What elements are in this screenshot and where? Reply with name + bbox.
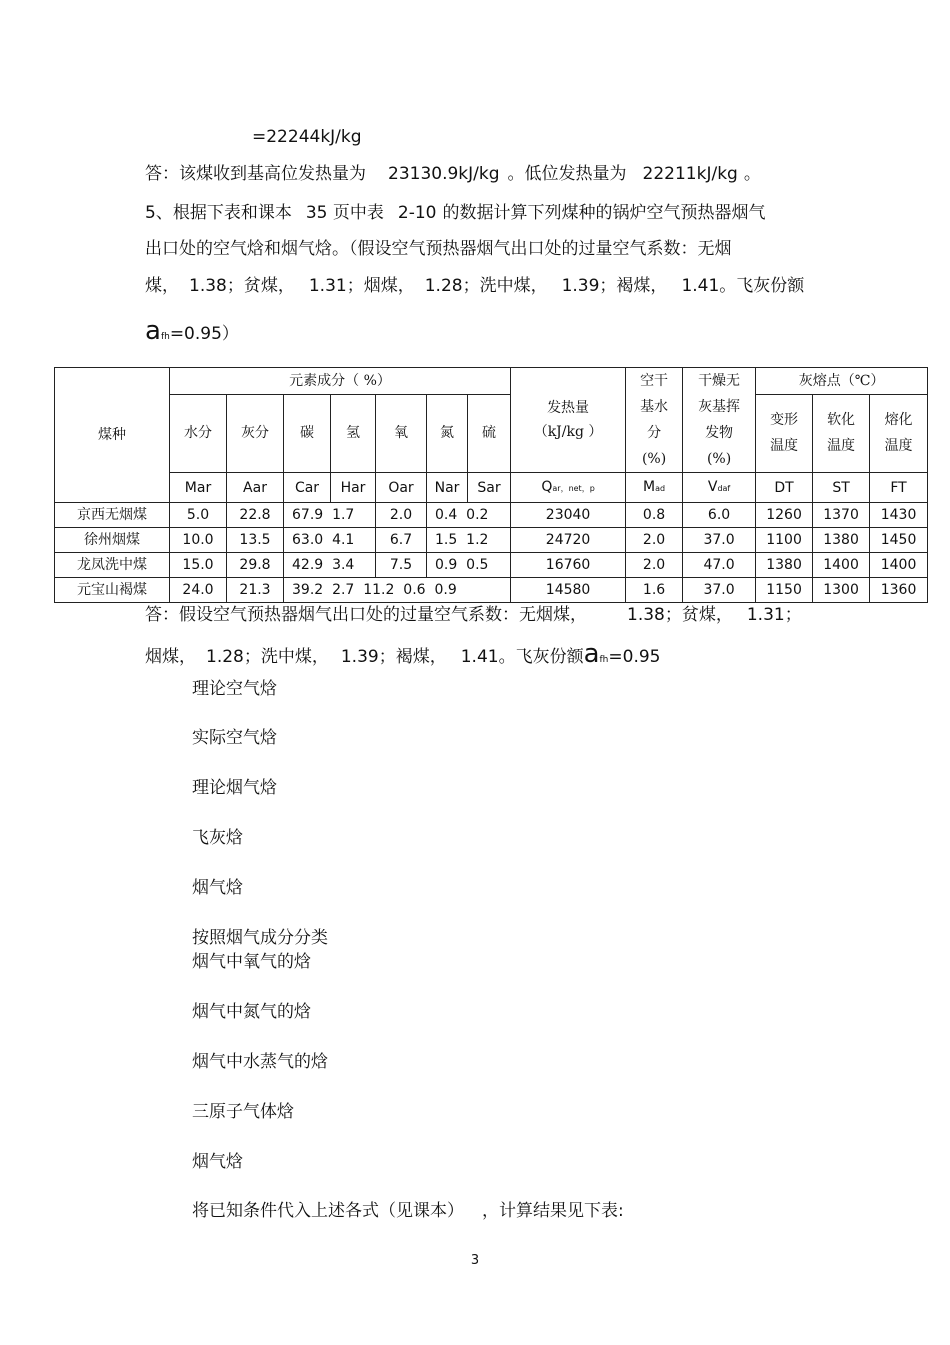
question-l3-e: 1.39；褐煤， bbox=[561, 276, 668, 296]
deform-line2: 温度 bbox=[770, 438, 799, 455]
question-l3-f: 1.41。飞灰份额 bbox=[681, 276, 805, 296]
answer2-l1-a: 答：假设空气预热器烟气出口处的过量空气系数：无烟煤， bbox=[145, 605, 587, 625]
header-deform-temp bbox=[756, 394, 813, 473]
table-header-row-1 bbox=[55, 368, 928, 395]
alpha-subscript: fh bbox=[599, 655, 609, 665]
melt-line1: 熔化 bbox=[884, 412, 913, 429]
coal-properties-table bbox=[54, 367, 928, 603]
row-ft: 1430 bbox=[870, 503, 928, 528]
sym-m bbox=[626, 473, 683, 503]
question-line-1 bbox=[145, 202, 765, 224]
sym-oar: Oar bbox=[376, 473, 427, 503]
answer1-text-c: 。低位发热量为 bbox=[507, 164, 627, 184]
sym-aar: Aar bbox=[227, 473, 284, 503]
header-moisture bbox=[626, 368, 683, 473]
row-st: 1380 bbox=[813, 528, 870, 553]
header-moist-line1: 空干 bbox=[640, 373, 669, 389]
row-mad: 2.0 bbox=[626, 528, 683, 553]
row-ash: 22.8 bbox=[227, 503, 284, 528]
header-moist-line3: 分 bbox=[647, 425, 662, 441]
sym-q-sub: ar，net，p bbox=[552, 483, 595, 493]
answer1-hhv: 23130.9kJ/kg bbox=[388, 164, 500, 184]
soft-line1: 软化 bbox=[827, 412, 856, 429]
row-coal-name: 徐州烟煤 bbox=[55, 528, 170, 553]
row-ash: 21.3 bbox=[227, 578, 284, 603]
answer1-text-e: 。 bbox=[743, 164, 761, 184]
sym-ft: FT bbox=[870, 473, 928, 503]
row-oxygen: 7.5 bbox=[376, 553, 427, 578]
answer2-line-2 bbox=[145, 639, 661, 671]
sym-v-main: V bbox=[707, 478, 718, 495]
item-classify-by-component: 按照烟气成分分类 bbox=[192, 928, 328, 948]
sym-car: Car bbox=[284, 473, 331, 503]
answer2-l2-rest: =0.95 bbox=[608, 647, 661, 667]
row-dt: 1260 bbox=[756, 503, 813, 528]
row-mad: 2.0 bbox=[626, 553, 683, 578]
item-triatomic-gas-enthalpy: 三原子气体焓 bbox=[192, 1102, 294, 1122]
header-oxygen: 氧 bbox=[376, 394, 427, 473]
table-row bbox=[55, 503, 928, 528]
header-hydrogen: 氢 bbox=[331, 394, 376, 473]
row-moisture: 5.0 bbox=[170, 503, 227, 528]
answer2-l2-a: 烟煤， bbox=[145, 647, 196, 667]
sym-v bbox=[683, 473, 756, 503]
row-ft: 1400 bbox=[870, 553, 928, 578]
header-nitrogen: 氮 bbox=[427, 394, 468, 473]
header-heat-line1: 发热量 bbox=[547, 400, 590, 416]
item-flue-gas-enthalpy-2: 烟气焓 bbox=[192, 1152, 243, 1172]
table-row bbox=[55, 578, 928, 603]
header-elements: 元素成分（ %） bbox=[170, 368, 511, 395]
row-mad: 0.8 bbox=[626, 503, 683, 528]
table-header-row-2 bbox=[55, 394, 928, 473]
sym-st: ST bbox=[813, 473, 870, 503]
question-l4-rest: =0.95） bbox=[169, 324, 239, 344]
sym-m-main: M bbox=[643, 478, 656, 495]
melt-line2: 温度 bbox=[884, 438, 913, 455]
answer2-l2-d: 1.41。飞灰份额 bbox=[460, 647, 584, 667]
equation-result: =22244kJ/kg bbox=[252, 127, 362, 147]
header-volatile bbox=[683, 368, 756, 473]
sym-nar: Nar bbox=[427, 473, 468, 503]
question-line-2: 出口处的空气焓和烟气焓。（假设空气预热器烟气出口处的过量空气系数：无烟 bbox=[145, 239, 732, 259]
row-vdaf: 6.0 bbox=[683, 503, 756, 528]
header-moist-line2: 基水 bbox=[640, 399, 669, 415]
header-carbon: 碳 bbox=[284, 394, 331, 473]
answer2-l2-c: 1.39；褐煤， bbox=[340, 647, 447, 667]
answer1-text-a: 答：该煤收到基高位发热量为 bbox=[145, 164, 366, 184]
question-l3-d: 1.28；洗中煤， bbox=[424, 276, 548, 296]
item-theoretical-air-enthalpy: 理论空气焓 bbox=[192, 679, 277, 699]
answer2-l1-b: 1.38；贫煤， bbox=[627, 605, 733, 625]
answer2-l2-b: 1.28；洗中煤， bbox=[206, 647, 329, 667]
question-l3-a: 煤， bbox=[145, 276, 179, 296]
row-nitrogen-sulfur: 0.9 0.5 bbox=[427, 553, 511, 578]
row-st: 1370 bbox=[813, 503, 870, 528]
table-symbol-row bbox=[55, 473, 928, 503]
table-row bbox=[55, 528, 928, 553]
row-vdaf: 37.0 bbox=[683, 528, 756, 553]
header-moist-line4: (%) bbox=[641, 451, 667, 467]
row-dt: 1150 bbox=[756, 578, 813, 603]
header-vol-line2: 灰基挥 bbox=[698, 399, 741, 415]
item-oxygen-enthalpy: 烟气中氧气的焓 bbox=[192, 952, 311, 972]
answer1-lhv: 22211kJ/kg bbox=[642, 164, 738, 184]
soft-line2: 温度 bbox=[827, 438, 856, 455]
item-theoretical-flue-gas-enthalpy: 理论烟气焓 bbox=[192, 778, 277, 798]
question-l3-c: 1.31；烟煤， bbox=[308, 276, 415, 296]
final-text-a: 将已知条件代入上述各式（见课本） bbox=[192, 1201, 464, 1221]
question-l3-b: 1.38；贫煤， bbox=[189, 276, 295, 296]
item-actual-air-enthalpy: 实际空气焓 bbox=[192, 728, 277, 748]
answer-line-1 bbox=[145, 163, 761, 185]
header-vol-line3: 发物 bbox=[705, 425, 734, 441]
row-moisture: 10.0 bbox=[170, 528, 227, 553]
sym-har: Har bbox=[331, 473, 376, 503]
header-soften-temp bbox=[813, 394, 870, 473]
row-coal-name: 元宝山褐煤 bbox=[55, 578, 170, 603]
sym-q bbox=[511, 473, 626, 503]
row-oxygen: 2.0 bbox=[376, 503, 427, 528]
header-coal-type: 煤种 bbox=[55, 368, 170, 503]
row-coal-name: 京西无烟煤 bbox=[55, 503, 170, 528]
row-ft: 1360 bbox=[870, 578, 928, 603]
row-heating-value: 24720 bbox=[511, 528, 626, 553]
question-line-4 bbox=[145, 316, 239, 348]
row-vdaf: 47.0 bbox=[683, 553, 756, 578]
question-l1-b: 35 页中表 bbox=[305, 203, 384, 223]
header-heat-line2: （kJ/kg ） bbox=[533, 424, 603, 440]
table-row bbox=[55, 553, 928, 578]
row-heating-value: 16760 bbox=[511, 553, 626, 578]
row-ft: 1450 bbox=[870, 528, 928, 553]
alpha-symbol: a bbox=[583, 639, 600, 669]
sym-v-sub: daf bbox=[717, 483, 731, 493]
row-carbon-hydrogen: 67.9 1.7 bbox=[284, 503, 376, 528]
deform-line1: 变形 bbox=[770, 412, 799, 429]
row-ash: 29.8 bbox=[227, 553, 284, 578]
item-water-vapor-enthalpy: 烟气中水蒸气的焓 bbox=[192, 1052, 328, 1072]
alpha-subscript: fh bbox=[160, 332, 170, 342]
row-carbon-hydrogen: 63.0 4.1 bbox=[284, 528, 376, 553]
row-heating-value: 23040 bbox=[511, 503, 626, 528]
item-fly-ash-enthalpy: 飞灰焓 bbox=[192, 828, 243, 848]
row-vdaf: 37.0 bbox=[683, 578, 756, 603]
answer2-l1-c: 1.31； bbox=[746, 605, 802, 625]
sym-m-sub: ad bbox=[655, 483, 666, 493]
sym-mar: Mar bbox=[170, 473, 227, 503]
row-moisture: 24.0 bbox=[170, 578, 227, 603]
alpha-symbol: a bbox=[145, 316, 161, 346]
row-dt: 1380 bbox=[756, 553, 813, 578]
sym-dt: DT bbox=[756, 473, 813, 503]
row-heating-value: 14580 bbox=[511, 578, 626, 603]
final-text-b: ，计算结果见下表: bbox=[482, 1201, 624, 1221]
row-moisture: 15.0 bbox=[170, 553, 227, 578]
row-nitrogen-sulfur: 0.4 0.2 bbox=[427, 503, 511, 528]
row-dt: 1100 bbox=[756, 528, 813, 553]
row-st: 1400 bbox=[813, 553, 870, 578]
final-line bbox=[192, 1200, 624, 1222]
question-l1-a: 5、根据下表和课本 bbox=[145, 203, 292, 223]
sym-sar: Sar bbox=[468, 473, 511, 503]
row-mad: 1.6 bbox=[626, 578, 683, 603]
row-carbon-hydrogen: 42.9 3.4 bbox=[284, 553, 376, 578]
header-vol-line4: (%) bbox=[706, 451, 732, 467]
header-melt-temp bbox=[870, 394, 928, 473]
header-sulfur: 硫 bbox=[468, 394, 511, 473]
header-moisture-sub: 水分 bbox=[170, 394, 227, 473]
row-oxygen: 6.7 bbox=[376, 528, 427, 553]
row-st: 1300 bbox=[813, 578, 870, 603]
header-heating-value bbox=[511, 368, 626, 473]
item-flue-gas-enthalpy: 烟气焓 bbox=[192, 878, 243, 898]
header-vol-line1: 干燥无 bbox=[698, 373, 741, 389]
row-elements-merged: 39.2 2.7 11.2 0.6 0.9 bbox=[284, 578, 511, 603]
header-ash-sub: 灰分 bbox=[227, 394, 284, 473]
row-nitrogen-sulfur: 1.5 1.2 bbox=[427, 528, 511, 553]
question-line-3 bbox=[145, 275, 804, 297]
question-l1-c: 2-10 bbox=[397, 203, 437, 223]
row-coal-name: 龙凤洗中煤 bbox=[55, 553, 170, 578]
sym-q-main: Q bbox=[541, 478, 553, 495]
question-l1-d: 的数据计算下列煤种的锅炉空气预热器烟气 bbox=[442, 203, 766, 223]
page-number: 3 bbox=[470, 1253, 480, 1268]
answer2-line-1 bbox=[145, 604, 802, 626]
row-ash: 13.5 bbox=[227, 528, 284, 553]
item-nitrogen-enthalpy: 烟气中氮气的焓 bbox=[192, 1002, 311, 1022]
header-ash-melting: 灰熔点（℃） bbox=[756, 368, 928, 395]
